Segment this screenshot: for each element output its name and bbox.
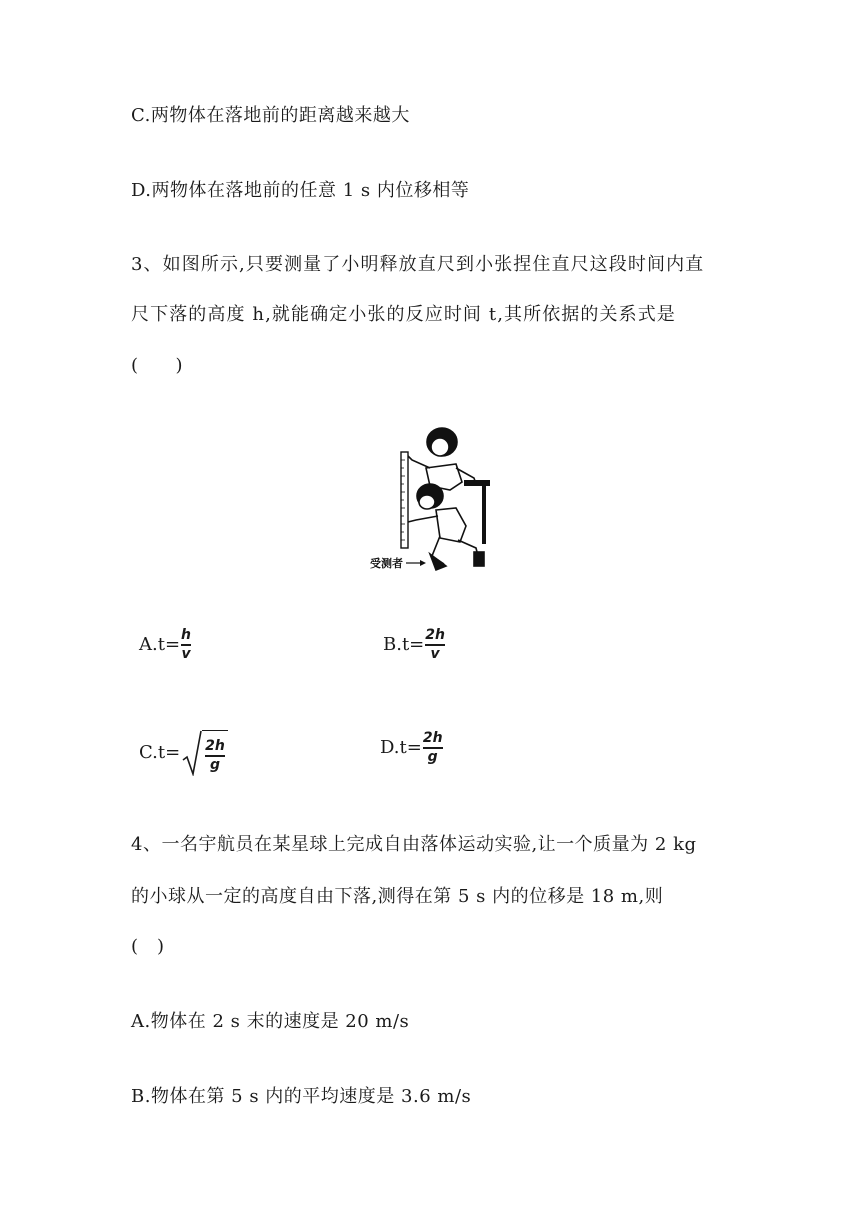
table <box>464 480 490 544</box>
option-b-prefix: B.t= <box>383 633 425 655</box>
option-d-prefix: D.t= <box>380 736 422 758</box>
radical-sign-icon <box>182 730 202 776</box>
option-c-denominator: g <box>210 756 221 773</box>
option-c-previous: C.两物体在落地前的距离越来越大 <box>131 105 410 126</box>
option-d-previous: D.两物体在落地前的任意 1 s 内位移相等 <box>131 180 470 201</box>
option-b-fraction <box>425 628 445 662</box>
question-4-option-b: B.物体在第 5 s 内的平均速度是 3.6 m/s <box>131 1086 472 1107</box>
option-c-prefix: C.t= <box>139 742 181 763</box>
option-d <box>380 731 443 765</box>
option-b-numerator: 2h <box>425 627 445 643</box>
question-4-option-a: A.物体在 2 s 末的速度是 20 m/s <box>131 1011 410 1032</box>
question-3-line-3: ( ) <box>131 355 184 376</box>
figure-caption: 受测者 <box>370 558 403 570</box>
option-a-fraction <box>181 628 191 662</box>
option-a-numerator: h <box>181 627 192 643</box>
option-c-sqrt <box>182 730 228 776</box>
option-c-fraction <box>205 739 225 773</box>
option-d-fraction <box>423 731 443 765</box>
question-3-line-1: 3、如图所示,只要测量了小明释放直尺到小张捏住直尺这段时间内直 <box>131 254 705 275</box>
option-c-numerator: 2h <box>205 738 225 754</box>
question-4-line-3: ( ) <box>131 936 165 957</box>
question-3-line-2: 尺下落的高度 h,就能确定小张的反应时间 t,其所依据的关系式是 <box>131 304 676 325</box>
question-4-line-2: 的小球从一定的高度自由下落,测得在第 5 s 内的位移是 18 m,则 <box>131 886 664 907</box>
option-a <box>139 628 191 662</box>
student-figure <box>408 484 484 570</box>
reaction-time-figure <box>370 424 490 576</box>
question-4-line-1: 4、一名宇航员在某星球上完成自由落体运动实验,让一个质量为 2 kg <box>131 834 697 855</box>
option-b-denominator: v <box>430 645 440 662</box>
option-a-denominator: v <box>181 645 191 662</box>
option-d-numerator: 2h <box>422 730 443 746</box>
option-b <box>383 628 445 662</box>
option-a-prefix: A.t= <box>139 633 181 655</box>
option-d-denominator: g <box>427 748 438 765</box>
option-c <box>139 730 228 776</box>
